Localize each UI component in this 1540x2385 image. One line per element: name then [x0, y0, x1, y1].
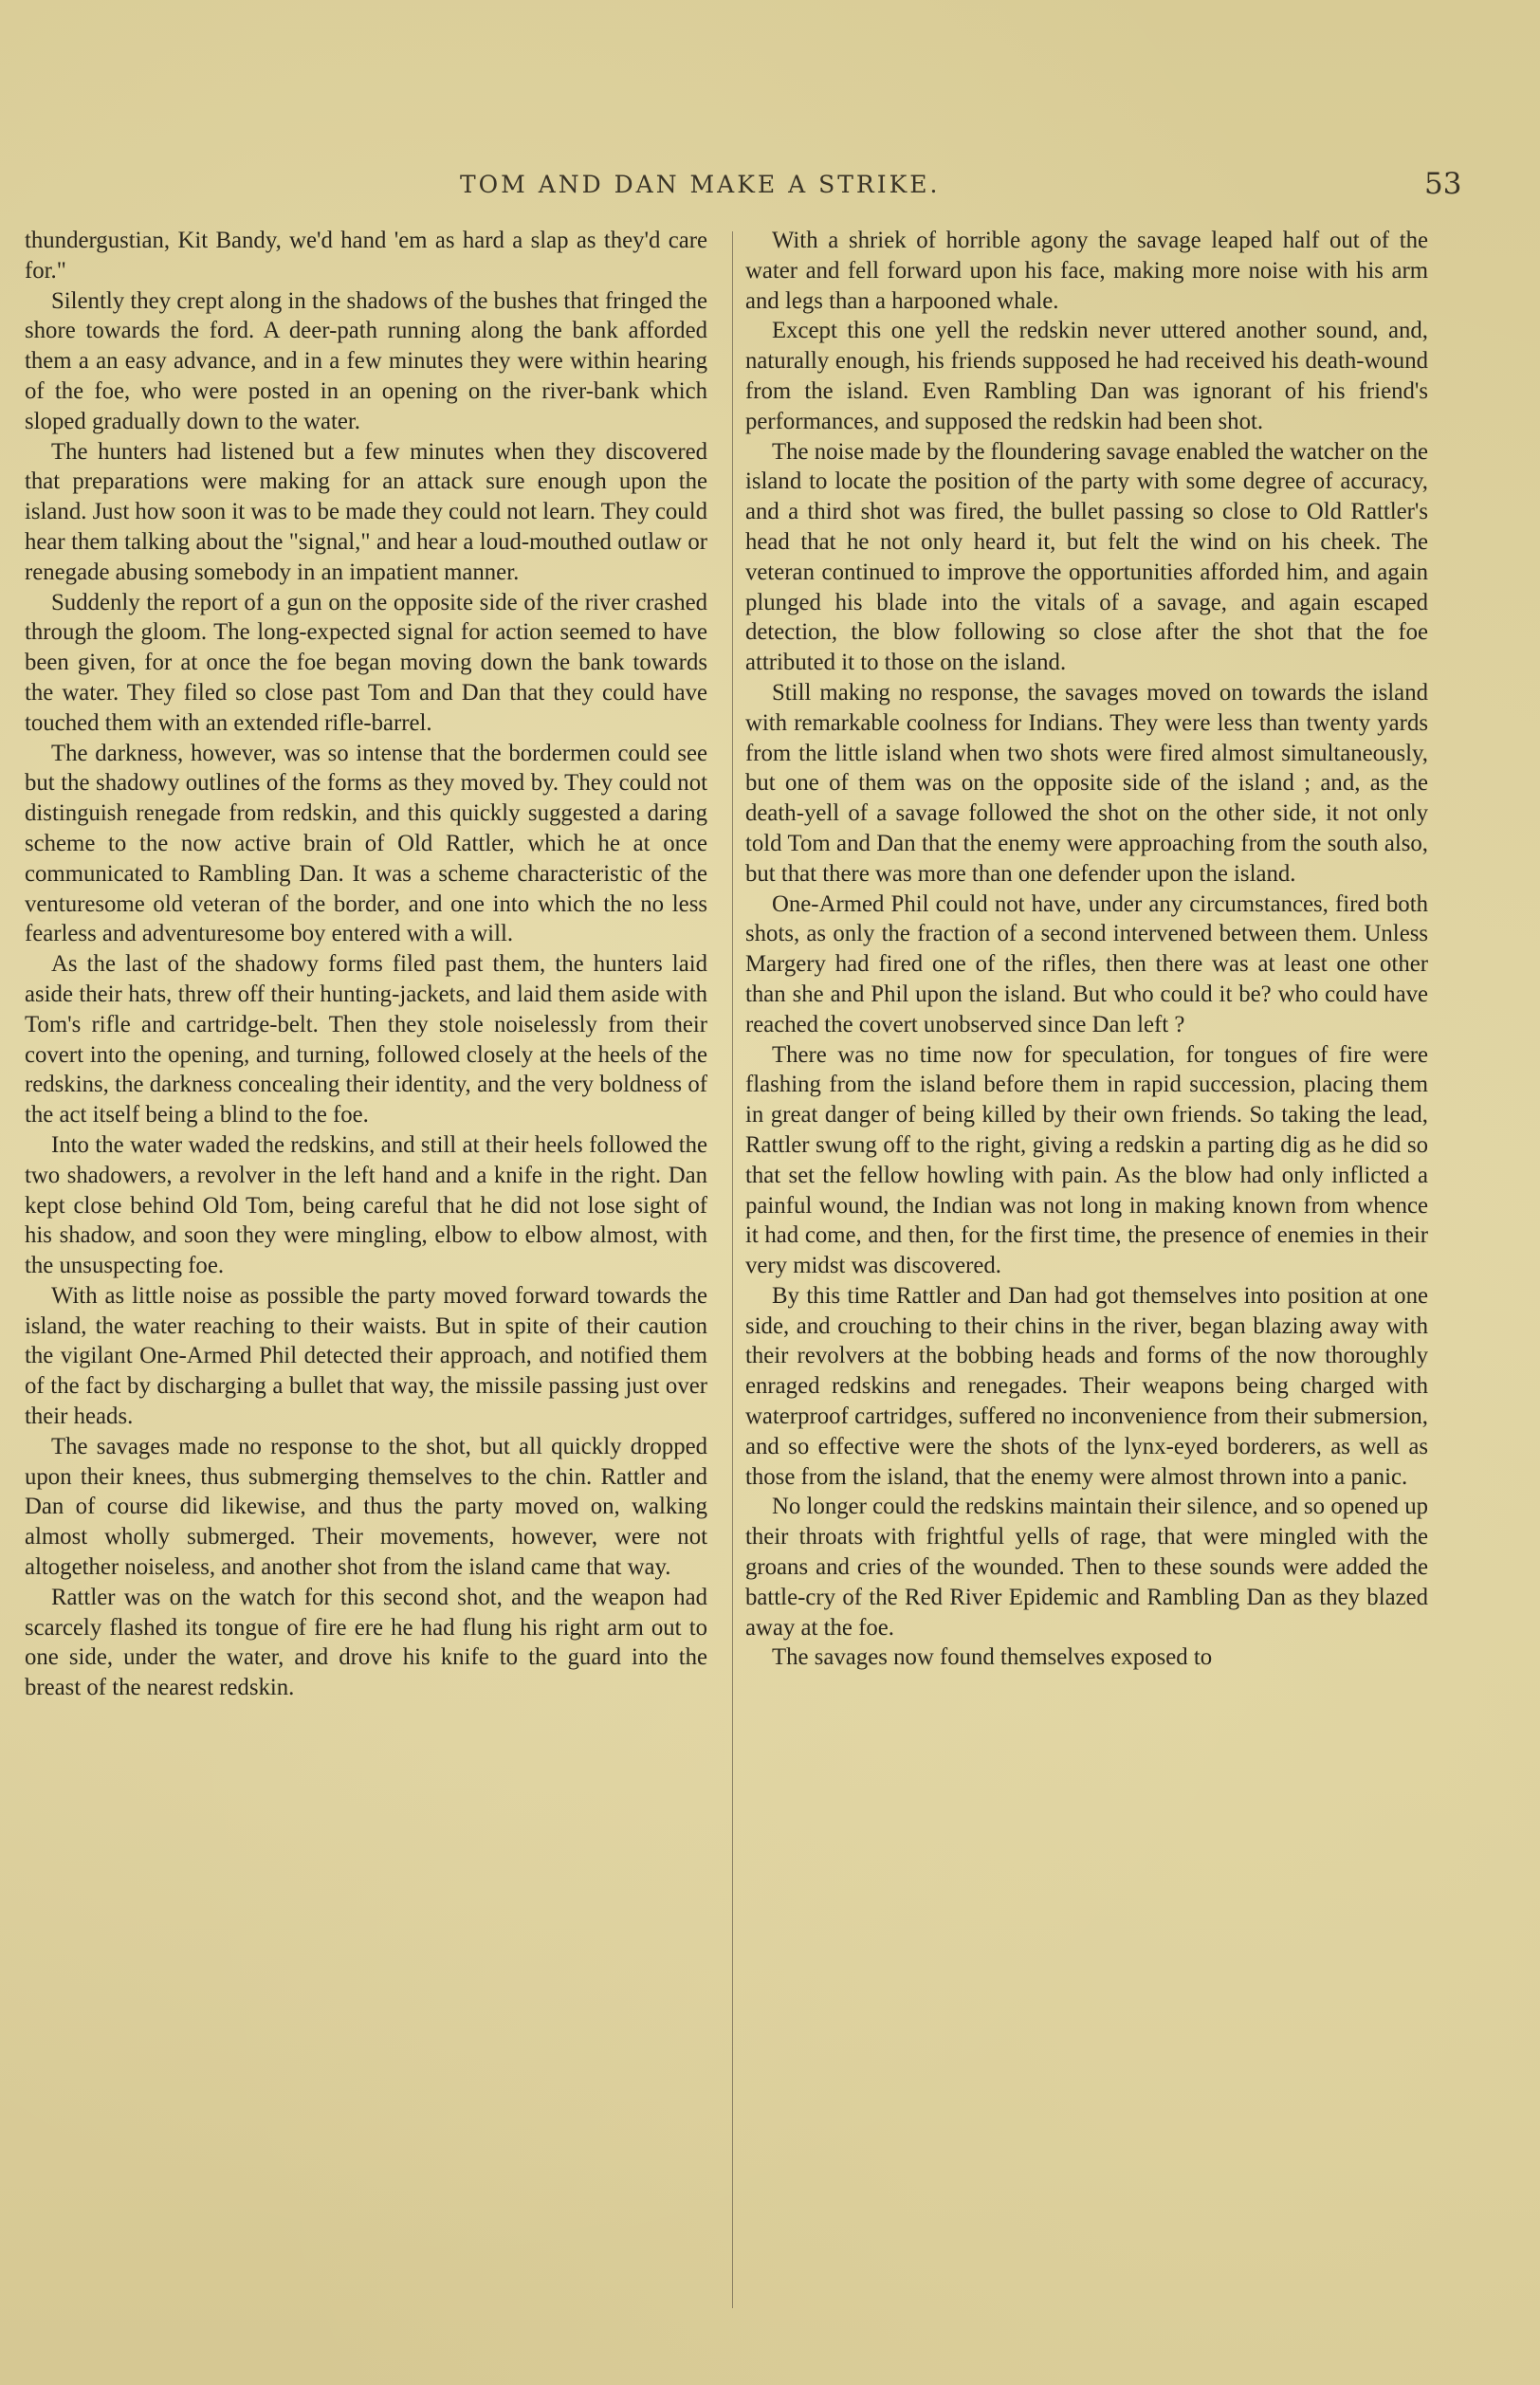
paragraph: With a shriek of horrible agony the savage leaped half out of the water and fell forward upon his face, making more noise with his arm and legs than a harpooned whale. — [745, 228, 1428, 314]
paragraph: Into the water waded the redskins, and still at their heels followed the two shadowers, a revolver in the left hand and a knife in the right. Dan kept close behind Old Tom, being careful that he did not lose sight of his shadow, and soon they were mingling, elbow to elbow almost, with the unsuspecting foe. — [25, 1131, 707, 1279]
paragraph: As the last of the shadowy forms filed past them, the hunters laid aside their hats, threw off their hunting-jackets, and laid them aside with Tom's rifle and cartridge-belt. Then they stole noiselessly from their covert into the opening, and turning, followed closely at the heels of the redskins, the darkness concealing their identity, and the very boldness of the act itself being a blind to the foe. — [25, 951, 707, 1128]
paragraph: With as little noise as possible the party moved forward towards the island, the water reaching to their waists. But in spite of their caution the vigilant One-Armed Phil detected their approach, and notified them of the fact by discharging a bullet that way, the missile passing just over their heads. — [25, 1282, 707, 1430]
running-head: TOM AND DAN MAKE A STRIKE. — [460, 171, 941, 198]
paragraph: Suddenly the report of a gun on the opposite side of the river crashed through the gloom. The long-expected signal for action seemed to have been given, for at once the foe began moving down the bank towards the water. They filed so close past Tom and Dan that they could have touched them with an extended rifle-barrel. — [25, 589, 707, 736]
paragraph: Still making no response, the savages moved on towards the island with remarkable coolness for Indians. They were less than twenty yards from the little island when two shots were fired almost simultaneously, but one of them was on the opposite side of the island ; and, as the death-yell of a savage followed the shot on the other side, it not only told Tom and Dan that the enemy were approaching from the south also, but that there was more than one defender upon the island. — [745, 679, 1428, 887]
paragraph: There was no time now for speculation, for tongues of fire were flashing from the island before them in rapid succession, placing them in great danger of being killed by their own friends. So taking the lead, Rattler swung off to the right, giving a redskin a parting dig as he did so that set the fellow howling with pain. As the blow had only inflicted a painful wound, the Indian was not long in making known from whence it had come, and then, for the first time, the presence of enemies in their very midst was discovered. — [745, 1041, 1428, 1279]
paragraph: By this time Rattler and Dan had got themselves into position at one side, and crouching to their chins in the river, began blazing away with their revolvers at the bobbing heads and forms of the now thoroughly enraged redskins and renegades. Their weapons being charged with waterproof cartridges, suffered no inconvenience from their submersion, and so effective were the shots of the lynx-eyed borderers, as well as those from the island, that the enemy were almost thrown into a panic. — [745, 1282, 1428, 1490]
paragraph: Except this one yell the redskin never uttered another sound, and, naturally enough, his friends supposed he had received his death-wound from the island. Even Rambling Dan was ignorant of his friend's performances, and supposed the redskin had been shot. — [745, 318, 1428, 434]
page-number: 53 — [1424, 167, 1462, 201]
paragraph: One-Armed Phil could not have, under any circumstances, fired both shots, as only the fraction of a second intervened between them. Unless Margery had fired one of the rifles, then there was at least one other than she and Phil upon the island. But who could it be? who could have reached the covert unobserved since Dan left ? — [745, 890, 1428, 1037]
paragraph: The savages now found themselves exposed to — [772, 1644, 1213, 1671]
paragraph: Rattler was on the watch for this second shot, and the weapon had scarcely flashed its tongue of fire ere he had flung his right arm out to one side, under the water, and drove his knife to the guard into the breast of the nearest redskin. — [25, 1584, 707, 1701]
paragraph: Silently they crept along in the shadows of the bushes that fringed the shore towards the ford. A deer-path running along the bank afforded them a an easy advance, and in a few minutes they were within hearing of the foe, who were posted in an opening on the river-bank which sloped gradually down to the water. — [25, 287, 707, 434]
page-header — [28, 167, 1470, 205]
paragraph: The noise made by the floundering savage enabled the watcher on the island to locate the position of the party with some degree of accuracy, and a third shot was fired, the bullet passing so close to Old Rattler's head that he not only heard it, but felt the wind on his cheek. The veteran continued to improve the opportunities afforded him, and again plunged his blade into the vitals of a savage, and again escaped detection, the blow following so close after the shot that the foe attributed it to those on the island. — [745, 438, 1428, 676]
left-column — [25, 226, 707, 1703]
right-column — [745, 226, 1428, 1673]
paragraph: No longer could the redskins maintain their silence, and so opened up their throats with frightful yells of rage, that were mingled with the groans and cries of the wounded. Then to these sounds were added the battle-cry of the Red River Epidemic and Rambling Dan as they blazed away at the foe. — [745, 1494, 1428, 1641]
column-divider — [732, 231, 733, 2308]
paragraph: thundergustian, Kit Bandy, we'd hand 'em as hard a slap as they'd care for." — [25, 228, 707, 284]
paragraph: The darkness, however, was so intense that the bordermen could see but the shadowy outlines of the forms as they moved by. They could not distinguish renegade from redskin, and this quickly suggested a daring scheme to the now active brain of Old Rattler, which he at once communicated to Rambling Dan. It was a scheme characteristic of the venturesome old veteran of the border, and one into which the no less fearless and adventuresome boy entered with a will. — [25, 740, 707, 947]
paragraph: The savages made no response to the shot, but all quickly dropped upon their knees, thus submerging themselves to the chin. Rattler and Dan of course did likewise, and thus the party moved on, walking almost wholly submerged. Their movements, however, were not altogether noiseless, and another shot from the island came that way. — [25, 1433, 707, 1581]
paragraph: The hunters had listened but a few minutes when they discovered that preparations were making for an attack sure enough upon the island. Just how soon it was to be made they could not learn. They could hear them talking about the "signal," and hear a loud-mouthed outlaw or renegade abusing somebody in an impatient manner. — [25, 438, 707, 585]
